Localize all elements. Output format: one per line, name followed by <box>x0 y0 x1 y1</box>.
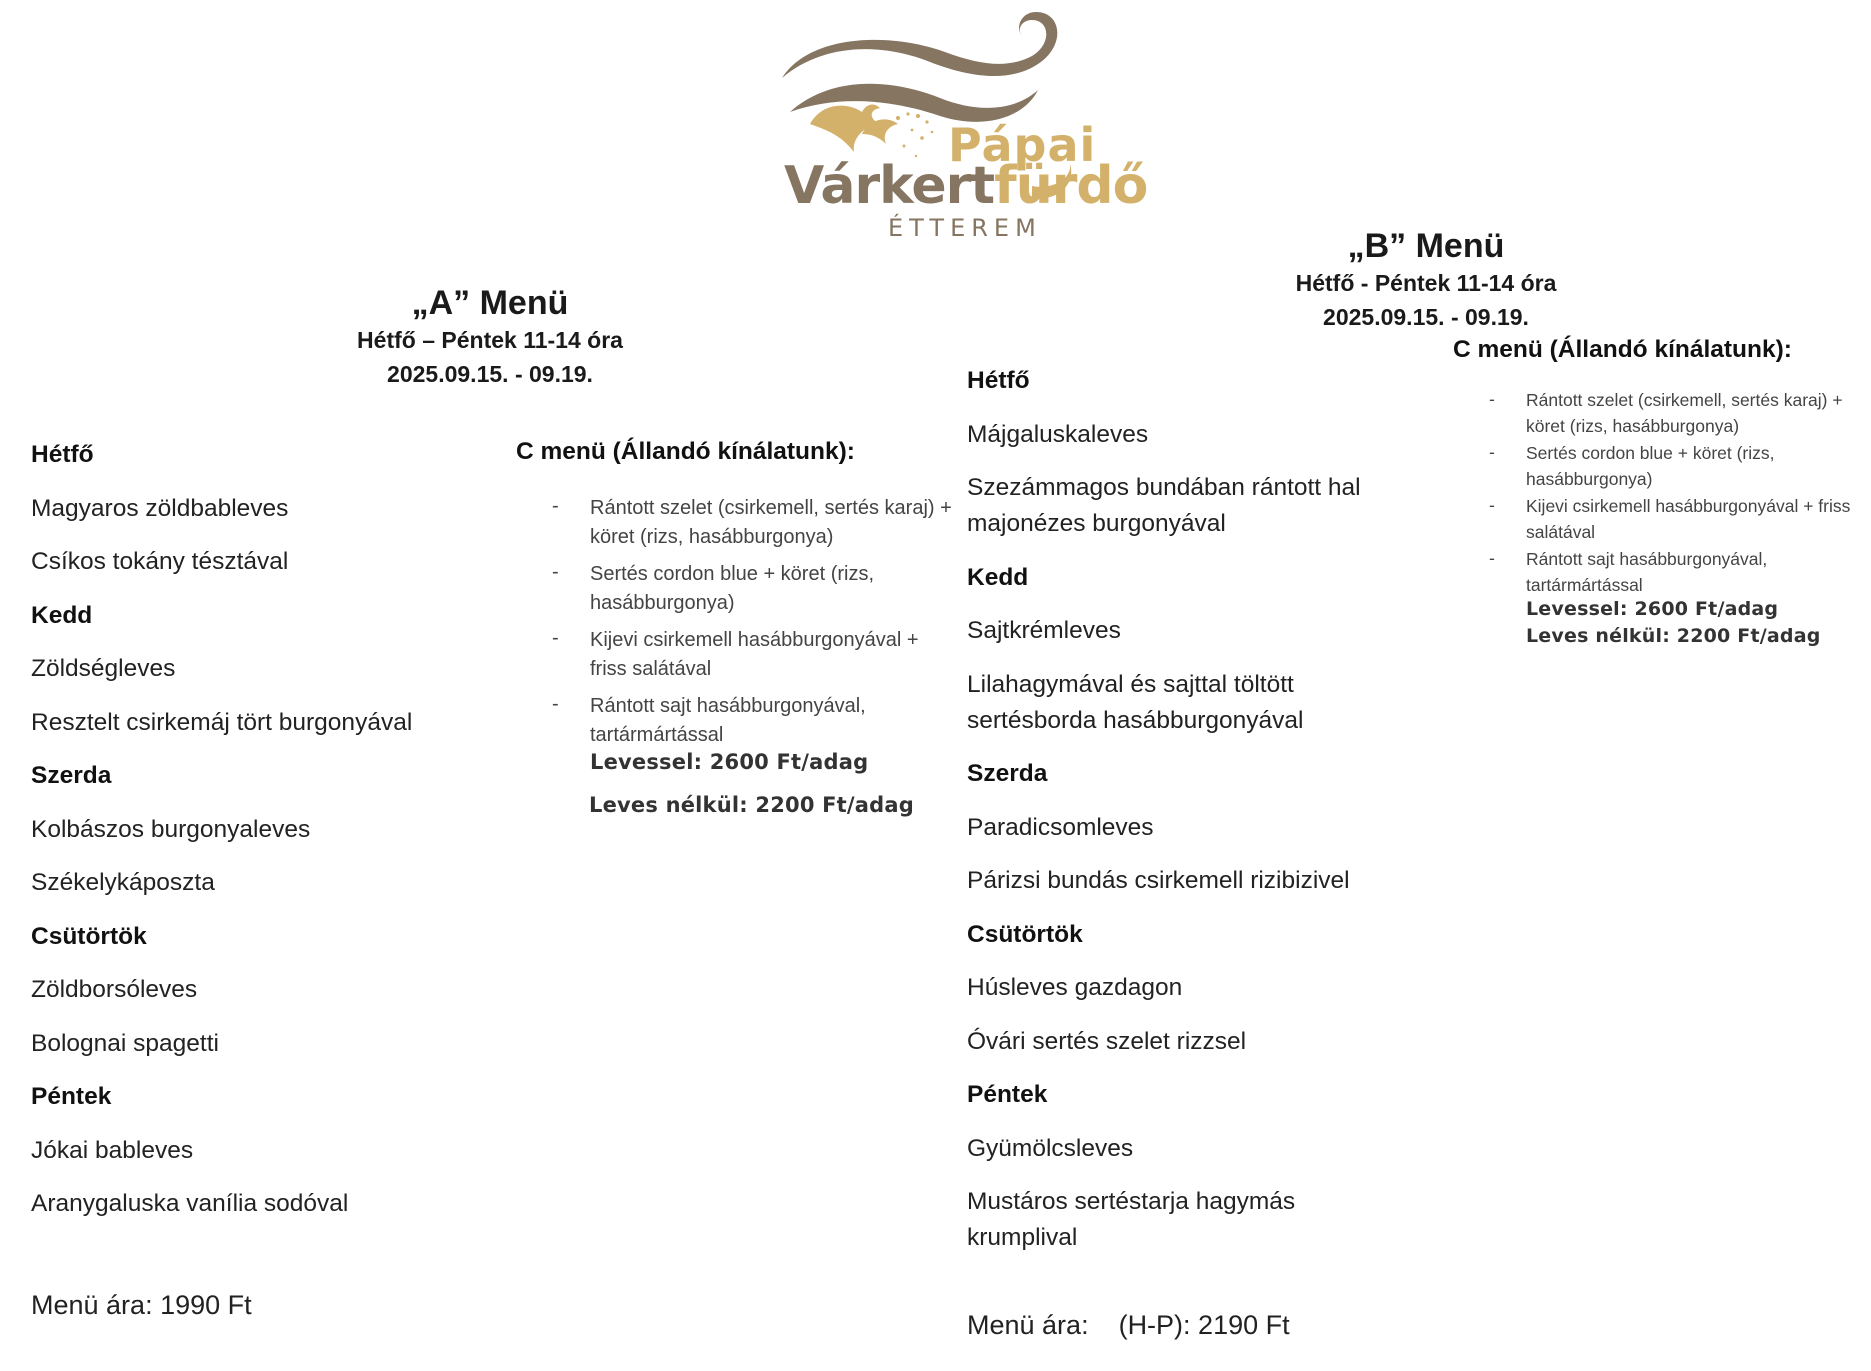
logo-text-varkert: Várkert <box>784 156 995 216</box>
menu-dish: Aranygaluska vanília sodóval <box>31 1190 349 1217</box>
logo-text-furdo: fürdő <box>994 156 1148 216</box>
c-menu-b-price-without-soup: Leves nélkül: 2200 Ft/adag <box>1526 625 1821 647</box>
menu-a-header <box>290 283 690 391</box>
logo-text-varkertfurdo <box>784 156 1147 216</box>
dash-bullet-icon: - <box>1489 495 1495 515</box>
menu-day-heading: Péntek <box>967 1081 1048 1108</box>
dash-bullet-icon: - <box>1489 548 1495 568</box>
menu-dish: Óvári sertés szelet rizzsel <box>967 1027 1247 1055</box>
menu-b-price: Menü ára: (H-P): 2190 Ft <box>967 1310 1290 1340</box>
c-menu-a-title: C menü (Állandó kínálatunk): <box>516 438 855 465</box>
restaurant-logo <box>770 6 1148 242</box>
menu-dish: Párizsi bundás csirkemell rizibizivel <box>967 867 1350 894</box>
c-menu-a-price-with-soup: Levessel: 2600 Ft/adag <box>590 750 869 774</box>
c-menu-item-text: Sertés cordon blue + köret (rizs, hasábburgonya) <box>590 563 875 614</box>
dash-bullet-icon: - <box>552 627 559 649</box>
menu-dish: Májgaluskaleves <box>967 420 1149 448</box>
c-menu-item <box>552 692 952 750</box>
c-menu-item <box>552 494 952 552</box>
dash-bullet-icon: - <box>1489 389 1495 409</box>
c-menu-item-text: Rántott szelet (csirkemell, sertés karaj) + köret (rizs, hasábburgonya) <box>590 497 952 548</box>
menu-day-heading: Kedd <box>967 563 1029 591</box>
menu-a-price: Menü ára: 1990 Ft <box>31 1290 252 1320</box>
menu-dish: Kolbászos burgonyaleves <box>31 815 311 843</box>
menu-dish: Bolognai spagetti <box>31 1029 219 1057</box>
menu-dish: Zöldségleves <box>31 655 176 682</box>
menu-dish: Székelykáposzta <box>31 869 215 896</box>
c-menu-item <box>1489 440 1869 492</box>
c-menu-b-list <box>1489 387 1869 599</box>
menu-b-list <box>967 363 1397 1274</box>
c-menu-item <box>1489 493 1869 545</box>
menu-b-header <box>1226 226 1626 334</box>
c-menu-item-text: Rántott szelet (csirkemell, sertés karaj) + köret (rizs, hasábburgonya) <box>1526 390 1843 436</box>
menu-dish: Csíkos tokány tésztával <box>31 548 289 575</box>
dash-bullet-icon: - <box>552 693 559 715</box>
menu-day-heading: Csütörtök <box>967 920 1083 948</box>
logo-text-papai: Pápai <box>948 118 1097 172</box>
menu-a-dates: 2025.09.15. - 09.19. <box>387 361 593 387</box>
c-menu-item-text: Rántott sajt hasábburgonyával, tartármártással <box>590 695 866 746</box>
menu-day-heading: Csütörtök <box>31 922 147 950</box>
c-menu-a-price-without-soup: Leves nélkül: 2200 Ft/adag <box>589 793 914 817</box>
menu-b-dates: 2025.09.15. - 09.19. <box>1323 304 1529 330</box>
menu-b-hours: Hétfő - Péntek 11-14 óra <box>1295 270 1557 296</box>
c-menu-b-price-with-soup: Levessel: 2600 Ft/adag <box>1526 598 1779 620</box>
menu-day-heading: Szerda <box>31 762 112 789</box>
menu-day-heading: Hétfő <box>31 441 94 468</box>
c-menu-item-text: Kijevi csirkemell hasábburgonyával + friss salátával <box>1526 496 1851 542</box>
menu-a-hours: Hétfő – Péntek 11-14 óra <box>357 327 623 353</box>
c-menu-b-title: C menü (Állandó kínálatunk): <box>1453 336 1792 363</box>
menu-dish: Jókai bableves <box>31 1136 194 1164</box>
menu-a-title: „A” Menü <box>411 284 569 322</box>
dash-bullet-icon: - <box>552 561 559 583</box>
c-menu-item <box>1489 387 1869 439</box>
menu-dish: Paradicsomleves <box>967 813 1154 841</box>
menu-dish: Gyümölcsleves <box>967 1134 1134 1162</box>
c-menu-item-text: Rántott sajt hasábburgonyával, tartármártással <box>1526 549 1768 595</box>
c-menu-item-text: Kijevi csirkemell hasábburgonyával + friss salátával <box>590 629 919 680</box>
menu-day-heading: Péntek <box>31 1083 112 1110</box>
c-menu-item-text: Sertés cordon blue + köret (rizs, hasábburgonya) <box>1526 443 1775 489</box>
menu-dish: Magyaros zöldbableves <box>31 494 289 522</box>
dash-bullet-icon: - <box>552 495 559 517</box>
dash-bullet-icon: - <box>1489 442 1495 462</box>
c-menu-item <box>552 626 952 684</box>
logo-text-etterem: ÉTTEREM <box>888 214 1042 242</box>
menu-dish: Húsleves gazdagon <box>967 974 1183 1001</box>
menu-dish: Zöldborsóleves <box>31 976 198 1003</box>
menu-b-title: „B” Menü <box>1347 227 1505 265</box>
menu-a-list <box>31 437 511 1240</box>
menu-day-heading: Hétfő <box>967 367 1030 394</box>
c-menu-item <box>1489 546 1869 598</box>
c-menu-a-list <box>552 494 952 758</box>
menu-day-heading: Szerda <box>967 760 1048 787</box>
menu-dish: Sajtkrémleves <box>967 617 1121 644</box>
c-menu-item <box>552 560 952 618</box>
menu-dish: Mustáros sertéstarja hagymás krumplival <box>967 1188 1296 1251</box>
menu-dish: Resztelt csirkemáj tört burgonyával <box>31 708 413 736</box>
menu-dish: Lilahagymával és sajttal töltött sertésborda hasábburgonyával <box>967 670 1304 734</box>
menu-dish: Szezámmagos bundában rántott hal majonézes burgonyával <box>967 474 1361 537</box>
menu-day-heading: Kedd <box>31 601 93 629</box>
